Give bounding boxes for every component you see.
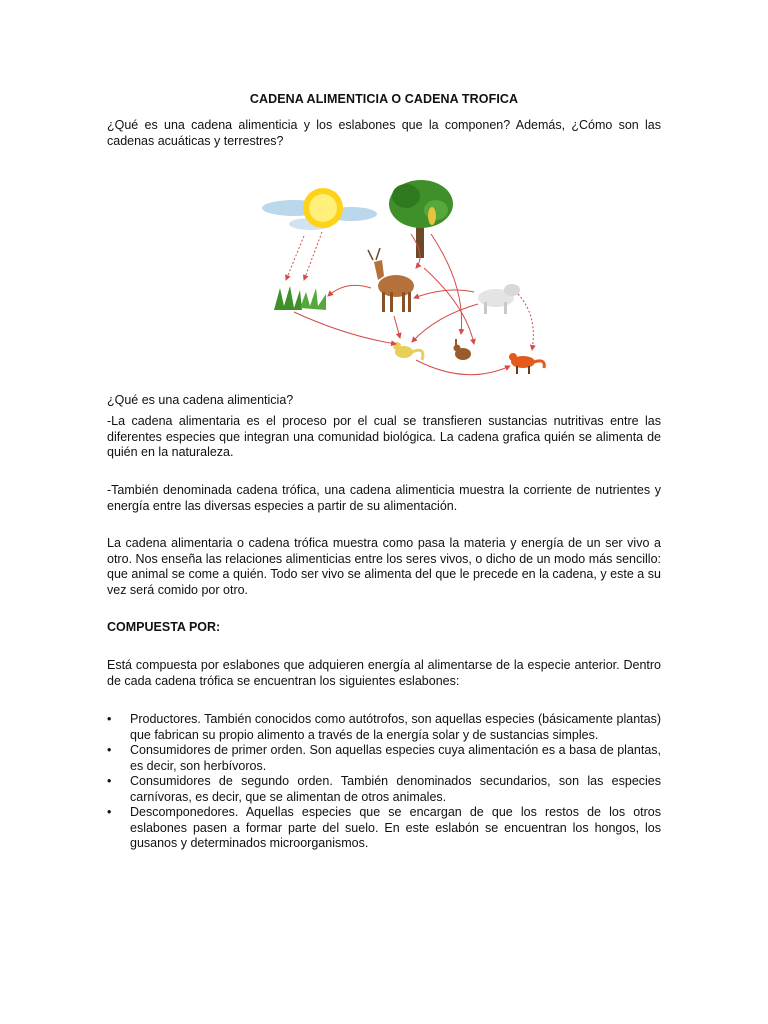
list-item-text: Descomponedores. Aquellas especies que se encargan de que los restos de los otros eslabones pasen a formar parte del suelo. En este eslabón se encuentran los hongos, los gusanos y determinados microorganismos.: [130, 805, 661, 850]
list-item: [107, 712, 661, 743]
wolf-icon: [478, 284, 520, 314]
paragraph-2: -También denominada cadena trófica, una cadena alimenticia muestra la corriente de nutrientes y energía entre las diversas especies a partir de su alimentación.: [107, 483, 661, 513]
deer-icon: [368, 248, 414, 312]
food-chain-illustration: [256, 176, 556, 384]
composed-intro: Está compuesta por eslabones que adquieren energía al alimentarse de la especie anterior. Dentro de cada cadena trófica se encuentran los siguientes eslabones:: [107, 658, 661, 688]
paragraph-1: -La cadena alimentaria es el proceso por el cual se transfieren sustancias nutritivas entre las diferentes especies que integran una comunidad biológica. La cadena grafica quién se alimenta de quién en la naturaleza.: [107, 414, 661, 459]
bullet-icon: •: [107, 805, 112, 819]
composed-heading: COMPUESTA POR:: [107, 620, 221, 634]
list-item-text: Consumidores de segundo orden. También denominados secundarios, son las especies carnívoras, es decir, que se alimentan de otros animales.: [130, 774, 661, 804]
tree-icon: [389, 180, 453, 258]
bullet-icon: •: [107, 743, 112, 757]
links-list: [107, 712, 661, 852]
sun-icon: [303, 188, 343, 228]
list-item: [107, 805, 661, 852]
list-item-text: Productores. También conocidos como autótrofos, son aquellas especies (básicamente plantas) que fabrican su propio alimento a través de la energía solar y de sustancias simples.: [130, 712, 661, 742]
bullet-icon: •: [107, 712, 112, 726]
squirrel-icon: [393, 342, 423, 360]
bullet-icon: •: [107, 774, 112, 788]
document-title: CADENA ALIMENTICIA O CADENA TROFICA: [249, 92, 519, 106]
fox-icon: [509, 353, 544, 374]
grass-icon: [274, 286, 326, 310]
rabbit-icon: [454, 339, 472, 360]
list-item-text: Consumidores de primer orden. Son aquellas especies cuya alimentación es a basa de plantas, es decir, son herbívoros.: [130, 743, 661, 773]
paragraph-3: La cadena alimentaria o cadena trófica muestra como pasa la materia y energía de un ser vivo a otro. Nos enseña las relaciones alimenticias entre los seres vivos, o dicho de un modo más sencillo: que animal se come a quién. Todo ser vivo se alimenta del que le precede en la cadena, y este a su vez será comido por otro.: [107, 536, 661, 597]
intro-question: ¿Qué es una cadena alimenticia y los eslabones que la componen? Además, ¿Cómo son las cadenas acuáticas y terrestres?: [107, 118, 661, 148]
section-question: ¿Qué es una cadena alimenticia?: [107, 393, 294, 407]
list-item: [107, 774, 661, 805]
list-item: [107, 743, 661, 774]
